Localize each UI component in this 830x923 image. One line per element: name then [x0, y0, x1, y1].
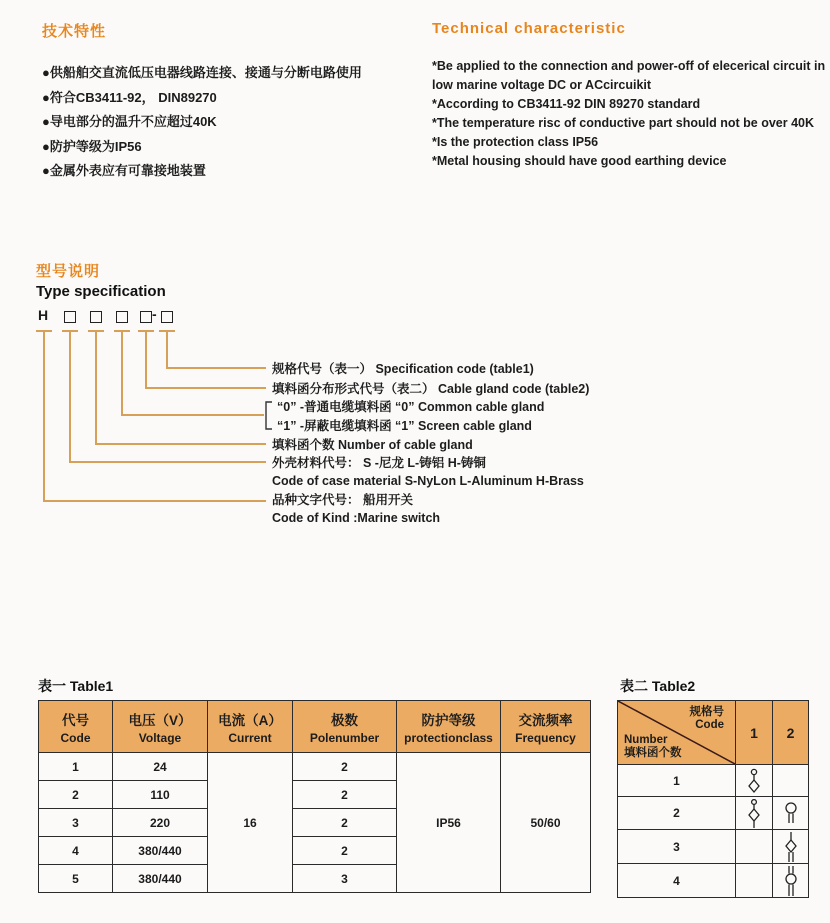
cell-voltage: 110 — [113, 781, 208, 809]
cell-voltage: 220 — [113, 809, 208, 837]
model-code-box — [116, 311, 128, 323]
table1 — [38, 700, 591, 893]
table2 — [617, 700, 809, 898]
header-zh: 极数 — [331, 712, 358, 728]
cell-code: 5 — [39, 865, 113, 893]
table1-title: 表一 Table1 — [38, 678, 114, 694]
cell-code: 3 — [39, 809, 113, 837]
section-heading-cn: 技术特性 — [42, 23, 107, 40]
table1-header-frequency — [501, 701, 591, 753]
bullet-item: *Is the protection class IP56 — [432, 135, 599, 149]
table-row — [39, 753, 591, 781]
table1-header-protectionclass — [397, 701, 501, 753]
table1-header-polenumber — [293, 701, 397, 753]
technical-characteristics-en — [432, 20, 830, 171]
header-zh: 电压（V） — [128, 712, 192, 728]
table2-col2-header: 2 — [773, 701, 809, 765]
diagonal-header-code — [690, 706, 729, 732]
cell-code: 1 — [39, 753, 113, 781]
table-row — [618, 797, 809, 830]
cell-protection: IP56 — [397, 753, 501, 893]
cell-gland-symbol — [736, 797, 773, 830]
cell-pole: 2 — [293, 837, 397, 865]
model-code-label: 外壳材料代号： S -尼龙 L-铸铝 H-铸铜 — [272, 456, 486, 470]
model-code-box — [64, 311, 76, 323]
cell-pole: 2 — [293, 781, 397, 809]
cell-gland-symbol — [773, 830, 809, 864]
bullet-list-en — [432, 57, 830, 171]
cell-frequency: 50/60 — [501, 753, 591, 893]
header-zh: 填料函个数 — [624, 747, 682, 759]
cell-number: 2 — [618, 797, 736, 830]
option-bracket — [266, 402, 272, 429]
cell-pole: 2 — [293, 753, 397, 781]
table2-title: 表二 Table2 — [620, 678, 696, 694]
model-code-dash: - — [152, 306, 157, 322]
type-spec-heading-zh: 型号说明 — [36, 263, 101, 280]
header-en: Polenumber — [309, 730, 380, 745]
header-en: Voltage — [138, 730, 182, 745]
bullet-item: ●符合CB3411-92， DIN89270 — [42, 89, 217, 105]
header-en: Number — [624, 734, 668, 746]
header-zh: 防护等级 — [421, 712, 476, 728]
bullet-item: *Be applied to the connection and power-off of elecerical circuit in low marine voltage DC or ACcircuikit — [432, 59, 826, 92]
table1-header-voltage — [113, 701, 208, 753]
header-en: Frequency — [515, 730, 576, 745]
model-code-label: 填料函分布形式代号（表二） Cable gland code (table2) — [272, 382, 590, 396]
header-en: protectionclass — [404, 730, 493, 745]
bullet-list-cn — [42, 61, 420, 184]
table-row — [618, 830, 809, 864]
model-code-label: “1” -屏蔽电缆填料函 “1” Screen cable gland — [277, 419, 532, 433]
cell-gland-symbol-empty — [736, 830, 773, 864]
bullet-item: *Metal housing should have good earthing device — [432, 154, 727, 168]
model-code-label: 规格代号（表一） Specification code (table1) — [272, 362, 534, 376]
model-code-label: Code of case material S-NyLon L-Aluminum H-Brass — [272, 474, 584, 488]
cell-pole: 3 — [293, 865, 397, 893]
cell-number: 1 — [618, 765, 736, 797]
header-zh: 代号 — [62, 712, 89, 728]
bullet-item: ●金属外表应有可靠接地装置 — [42, 163, 206, 178]
model-code-prefix: H — [38, 307, 49, 323]
table1-header-code — [39, 701, 113, 753]
technical-characteristics-cn — [42, 20, 420, 184]
cell-voltage: 380/440 — [113, 837, 208, 865]
model-code-box — [90, 311, 102, 323]
header-en: Code — [695, 719, 724, 731]
bullet-item: *According to CB3411-92 DIN 89270 standard — [432, 97, 701, 111]
type-spec-heading-en: Type specification — [36, 283, 166, 300]
table-row — [618, 765, 809, 797]
header-zh: 电流（A） — [218, 712, 282, 728]
model-code-box — [140, 311, 152, 323]
model-code-box — [161, 311, 173, 323]
gland-circle-stem-diamond-icon — [744, 768, 764, 795]
header-zh: 规格号 — [689, 706, 724, 718]
cell-pole: 2 — [293, 809, 397, 837]
gland-double-stem-circle-double-stem-icon — [781, 866, 801, 897]
gland-circle-diamond-stem-icon — [744, 799, 764, 829]
cell-gland-symbol-empty — [736, 864, 773, 898]
cell-gland-symbol-empty — [773, 765, 809, 797]
gland-stem-diamond-double-stem-icon — [781, 832, 801, 863]
cell-voltage: 380/440 — [113, 865, 208, 893]
bullet-item: ●供船舶交直流低压电器线路连接、接通与分断电路使用 — [42, 65, 362, 80]
bullet-item: ●防护等级为IP56 — [42, 138, 142, 154]
section-heading-en: Technical characteristic — [432, 20, 626, 37]
bullet-item: *The temperature risc of conductive part should not be over 40K — [432, 116, 815, 130]
cell-code: 4 — [39, 837, 113, 865]
cell-current: 16 — [208, 753, 293, 893]
table-row — [618, 864, 809, 898]
cell-gland-symbol — [773, 864, 809, 898]
table1-header-current — [208, 701, 293, 753]
table2-col1-header: 1 — [736, 701, 773, 765]
model-code-label: Code of Kind :Marine switch — [272, 511, 441, 525]
model-code-label: “0” -普通电缆填料函 “0” Common cable gland — [277, 400, 545, 414]
cell-number: 3 — [618, 830, 736, 864]
header-en: Code — [60, 730, 91, 745]
diagonal-header-number — [624, 734, 682, 760]
cell-gland-symbol — [736, 765, 773, 797]
model-code-label: 品种文字代号： 船用开关 — [272, 493, 413, 507]
gland-circle-double-stem-icon — [781, 802, 801, 826]
cell-code: 2 — [39, 781, 113, 809]
header-en: Current — [228, 730, 272, 745]
bullet-item: ●导电部分的温升不应超过40K — [42, 114, 217, 129]
cell-gland-symbol — [773, 797, 809, 830]
table1-header-row — [39, 701, 591, 753]
cell-voltage: 24 — [113, 753, 208, 781]
model-code-label: 填料函个数 Number of cable gland — [272, 438, 473, 452]
cell-number: 4 — [618, 864, 736, 898]
header-zh: 交流频率 — [518, 712, 573, 728]
table2-diagonal-header — [618, 701, 736, 765]
table2-header-row — [618, 701, 809, 765]
